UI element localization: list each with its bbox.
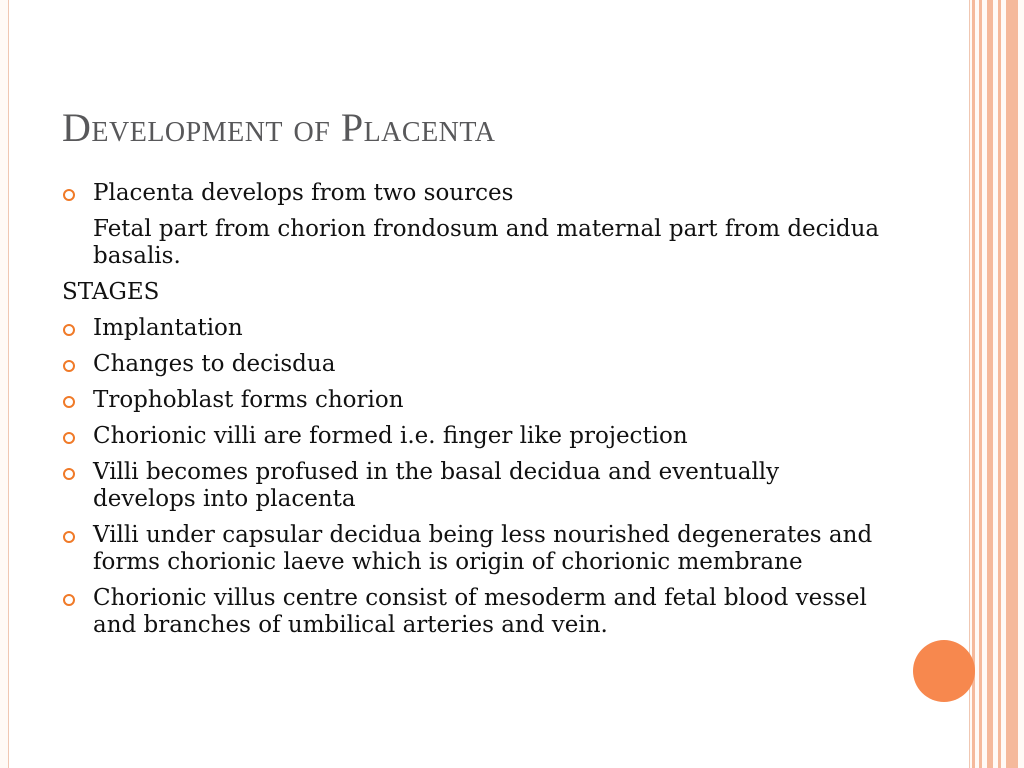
list-item bbox=[62, 315, 882, 342]
list-item bbox=[62, 351, 882, 378]
stripe bbox=[979, 0, 982, 768]
bullet-circle-icon bbox=[63, 594, 75, 606]
decorative-stripes bbox=[970, 0, 1024, 768]
section-label bbox=[62, 279, 882, 306]
list-item-text: Villi becomes profused in the basal decidua and eventually develops into placenta bbox=[93, 459, 780, 512]
bullet-circle-icon bbox=[63, 432, 75, 444]
list-item-text: Placenta develops from two sources bbox=[93, 180, 514, 206]
list-item-text: Changes to decisdua bbox=[93, 351, 336, 377]
list-item-text: Villi under capsular decidua being less nourished degenerates and forms chorionic laeve which is origin of chorionic membrane bbox=[93, 522, 873, 575]
stripe bbox=[1006, 0, 1018, 768]
bullet-circle-icon bbox=[63, 468, 75, 480]
list-item bbox=[62, 423, 882, 450]
list-item bbox=[62, 180, 882, 207]
list-item-text: Trophoblast forms chorion bbox=[93, 387, 404, 413]
bullet-circle-icon bbox=[63, 396, 75, 408]
list-item-text: Fetal part from chorion frondosum and maternal part from decidua basalis. bbox=[93, 216, 880, 269]
stripe bbox=[972, 0, 975, 768]
stripe bbox=[987, 0, 993, 768]
section-label-text: STAGES bbox=[62, 279, 160, 305]
list-item bbox=[62, 585, 882, 639]
list-item-indented bbox=[62, 216, 882, 270]
list-item-text: Chorionic villus centre consist of mesoderm and fetal blood vessel and branches of umbilical arteries and vein. bbox=[93, 585, 867, 638]
list-item bbox=[62, 459, 882, 513]
list-item-text: Chorionic villi are formed i.e. finger like projection bbox=[93, 423, 688, 449]
decorative-circle bbox=[913, 640, 975, 702]
bullet-circle-icon bbox=[63, 531, 75, 543]
bullet-list bbox=[62, 180, 882, 648]
list-item bbox=[62, 387, 882, 414]
list-item-text: Implantation bbox=[93, 315, 243, 341]
bullet-circle-icon bbox=[63, 360, 75, 372]
slide-title: Development of Placenta bbox=[62, 105, 496, 150]
bullet-circle-icon bbox=[63, 324, 75, 336]
bullet-circle-icon bbox=[63, 189, 75, 201]
stripe bbox=[998, 0, 1001, 768]
list-item bbox=[62, 522, 882, 576]
